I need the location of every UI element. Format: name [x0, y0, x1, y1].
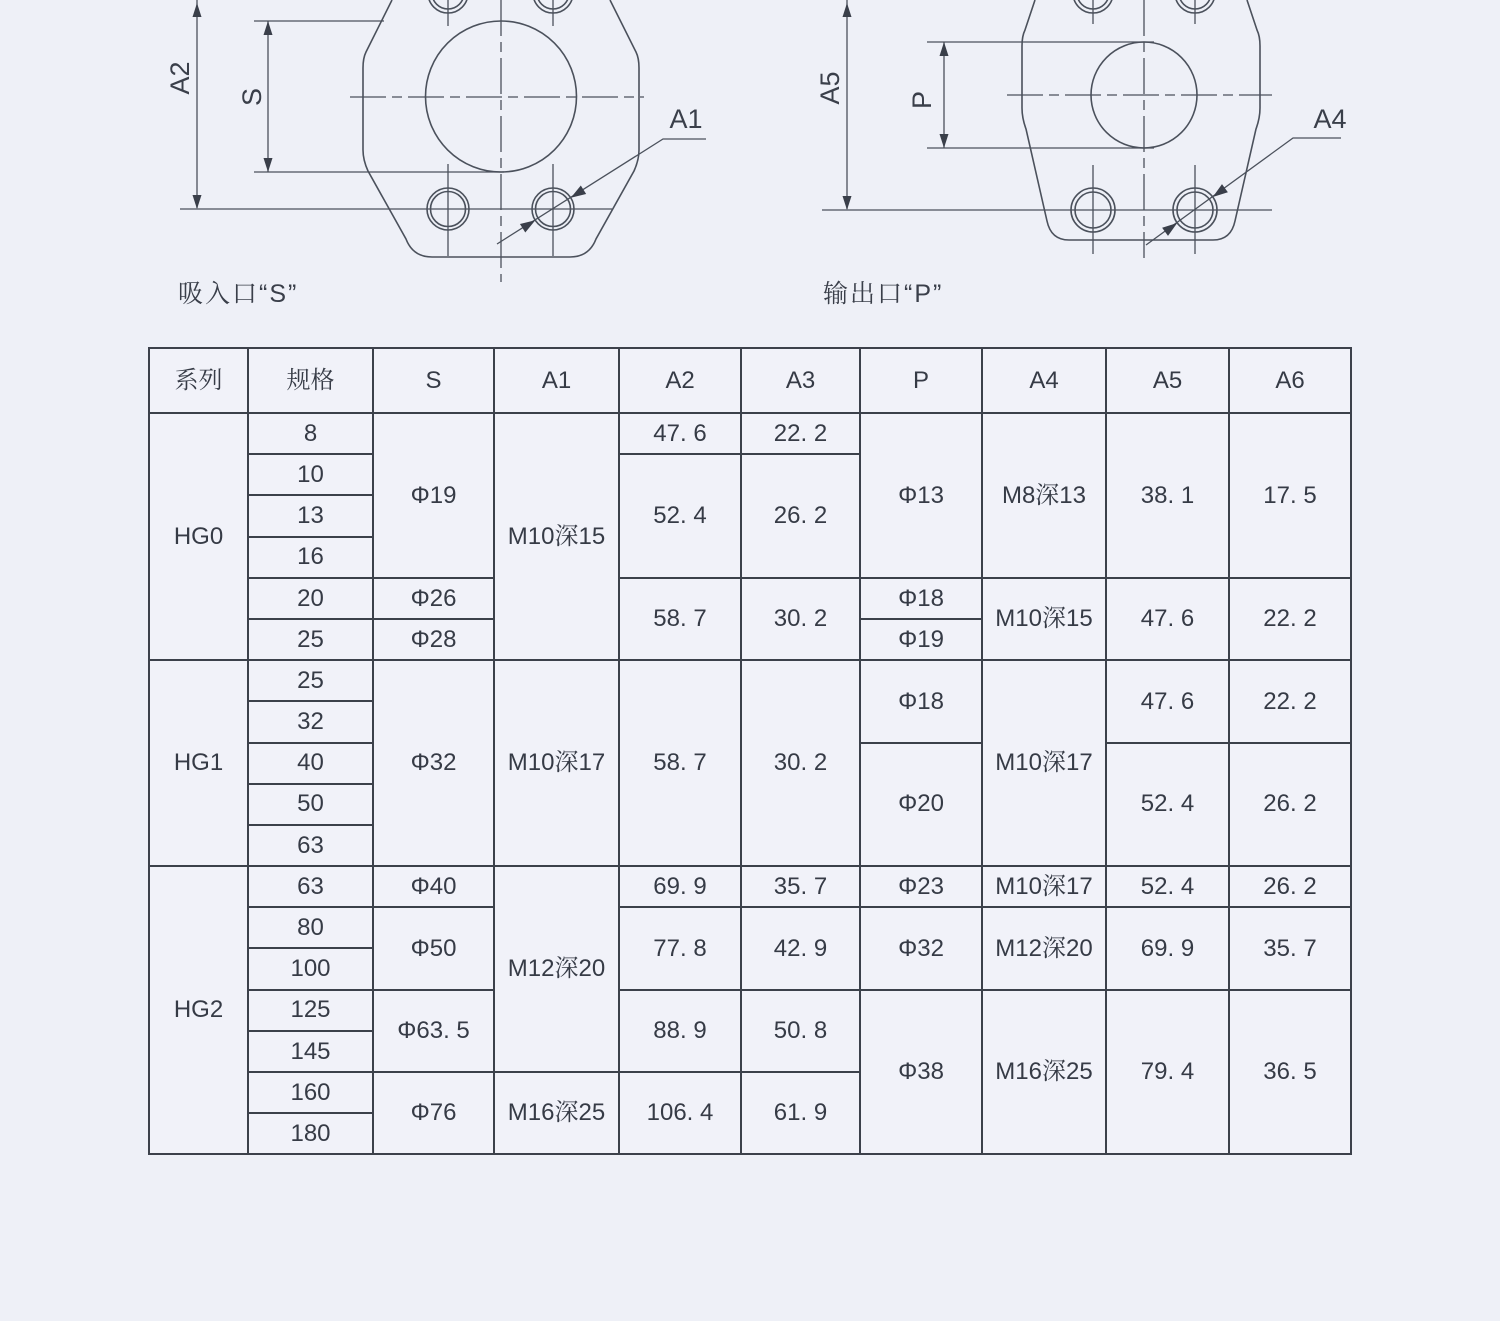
- table-cell: 17. 5: [1229, 413, 1351, 578]
- table-cell: 26. 2: [741, 454, 860, 578]
- cell-spec: 8: [248, 413, 373, 454]
- col-header-a5: A5: [1106, 348, 1229, 413]
- table-cell: Φ32: [860, 907, 982, 989]
- dim-label-a4: A4: [1313, 104, 1347, 134]
- table-cell: 26. 2: [1229, 743, 1351, 867]
- table-cell: M10深17: [982, 866, 1106, 907]
- dim-label-a5: A5: [815, 71, 845, 105]
- table-cell: 52. 4: [619, 454, 741, 578]
- cell-spec: 32: [248, 701, 373, 742]
- table-cell: 58. 7: [619, 660, 741, 866]
- table-cell: 26. 2: [1229, 866, 1351, 907]
- cell-spec: 16: [248, 537, 373, 578]
- table-row: [149, 866, 1351, 907]
- dimension-table: [148, 347, 1352, 1155]
- col-header-p: P: [860, 348, 982, 413]
- table-cell: 22. 2: [1229, 578, 1351, 660]
- table-cell: 52. 4: [1106, 866, 1229, 907]
- table-cell: 79. 4: [1106, 990, 1229, 1155]
- table-cell: M8深13: [982, 413, 1106, 578]
- cell-spec: 180: [248, 1113, 373, 1154]
- table-cell: 36. 5: [1229, 990, 1351, 1155]
- table-cell: Φ32: [373, 660, 494, 866]
- cell-spec: 20: [248, 578, 373, 619]
- technical-drawings: [0, 0, 1500, 312]
- col-header-a6: A6: [1229, 348, 1351, 413]
- table-row: [149, 907, 1351, 948]
- cell-series-hg2: HG2: [149, 866, 248, 1154]
- table-cell: M10深17: [494, 660, 619, 866]
- table-cell: Φ13: [860, 413, 982, 578]
- table-cell: 47. 6: [619, 413, 741, 454]
- table-cell: 47. 6: [1106, 578, 1229, 660]
- table-cell: M10深15: [494, 413, 619, 660]
- table-cell: Φ40: [373, 866, 494, 907]
- table-cell: 69. 9: [1106, 907, 1229, 989]
- cell-series-hg1: HG1: [149, 660, 248, 866]
- table-row: [149, 413, 1351, 454]
- table-cell: 22. 2: [1229, 660, 1351, 742]
- flange-outline: [1022, 0, 1260, 240]
- table-cell: Φ19: [373, 413, 494, 578]
- col-header-spec: 规格: [248, 348, 373, 413]
- header-row: [149, 348, 1351, 413]
- table-cell: 106. 4: [619, 1072, 741, 1154]
- cell-spec: 100: [248, 948, 373, 989]
- cell-spec: 80: [248, 907, 373, 948]
- table-cell: Φ23: [860, 866, 982, 907]
- table-cell: Φ20: [860, 743, 982, 867]
- col-header-a4: A4: [982, 348, 1106, 413]
- cell-spec: 63: [248, 825, 373, 866]
- cell-spec: 50: [248, 784, 373, 825]
- table-row: [149, 990, 1351, 1031]
- suction-port-drawing: [165, 0, 706, 282]
- dimension-a2: [165, 0, 202, 209]
- dim-label-a1: A1: [669, 104, 703, 134]
- table-row: [149, 660, 1351, 701]
- cell-spec: 40: [248, 743, 373, 784]
- table-cell: 30. 2: [741, 578, 860, 660]
- table-cell: Φ76: [373, 1072, 494, 1154]
- table-cell: 35. 7: [1229, 907, 1351, 989]
- dim-label-p: P: [907, 90, 937, 110]
- cell-spec: 160: [248, 1072, 373, 1113]
- table-cell: 61. 9: [741, 1072, 860, 1154]
- table-cell: Φ63. 5: [373, 990, 494, 1072]
- cell-spec: 125: [248, 990, 373, 1031]
- table-cell: Φ38: [860, 990, 982, 1155]
- outlet-port-drawing: [815, 0, 1347, 258]
- table-cell: 50. 8: [741, 990, 860, 1072]
- table-cell: 35. 7: [741, 866, 860, 907]
- table-cell: M12深20: [494, 866, 619, 1072]
- dimension-a5: [815, 0, 852, 210]
- cell-spec: 10: [248, 454, 373, 495]
- dim-label-s: S: [237, 87, 267, 107]
- dimension-p: [907, 42, 949, 148]
- dimension-s: [237, 21, 273, 172]
- table-cell: 77. 8: [619, 907, 741, 989]
- table-cell: 38. 1: [1106, 413, 1229, 578]
- table-cell: 47. 6: [1106, 660, 1229, 742]
- table-cell: Φ18: [860, 660, 982, 742]
- col-header-a1: A1: [494, 348, 619, 413]
- dim-label-a2: A2: [165, 61, 195, 95]
- table-cell: 42. 9: [741, 907, 860, 989]
- table-cell: M16深25: [494, 1072, 619, 1154]
- cell-spec: 63: [248, 866, 373, 907]
- col-header-s: S: [373, 348, 494, 413]
- table-cell: M10深15: [982, 578, 1106, 660]
- cell-spec: 145: [248, 1031, 373, 1072]
- col-header-a3: A3: [741, 348, 860, 413]
- table-cell: M16深25: [982, 990, 1106, 1155]
- table-cell: 58. 7: [619, 578, 741, 660]
- table-cell: Φ19: [860, 619, 982, 660]
- table-cell: Φ18: [860, 578, 982, 619]
- table-cell: 88. 9: [619, 990, 741, 1072]
- table-cell: 30. 2: [741, 660, 860, 866]
- col-header-series: 系列: [149, 348, 248, 413]
- cell-spec: 13: [248, 495, 373, 536]
- table-cell: 69. 9: [619, 866, 741, 907]
- col-header-a2: A2: [619, 348, 741, 413]
- cell-series-hg0: HG0: [149, 413, 248, 660]
- leader-a1: [497, 104, 706, 244]
- table-cell: 52. 4: [1106, 743, 1229, 867]
- caption-outlet-port: 输出口“P”: [823, 280, 944, 308]
- cell-spec: 25: [248, 660, 373, 701]
- table-cell: M10深17: [982, 660, 1106, 866]
- cell-spec: 25: [248, 619, 373, 660]
- table-cell: M12深20: [982, 907, 1106, 989]
- table-row: [149, 578, 1351, 619]
- table-cell: Φ28: [373, 619, 494, 660]
- table-cell: Φ26: [373, 578, 494, 619]
- table-cell: 22. 2: [741, 413, 860, 454]
- caption-suction-port: 吸入口“S”: [178, 280, 299, 308]
- table-cell: Φ50: [373, 907, 494, 989]
